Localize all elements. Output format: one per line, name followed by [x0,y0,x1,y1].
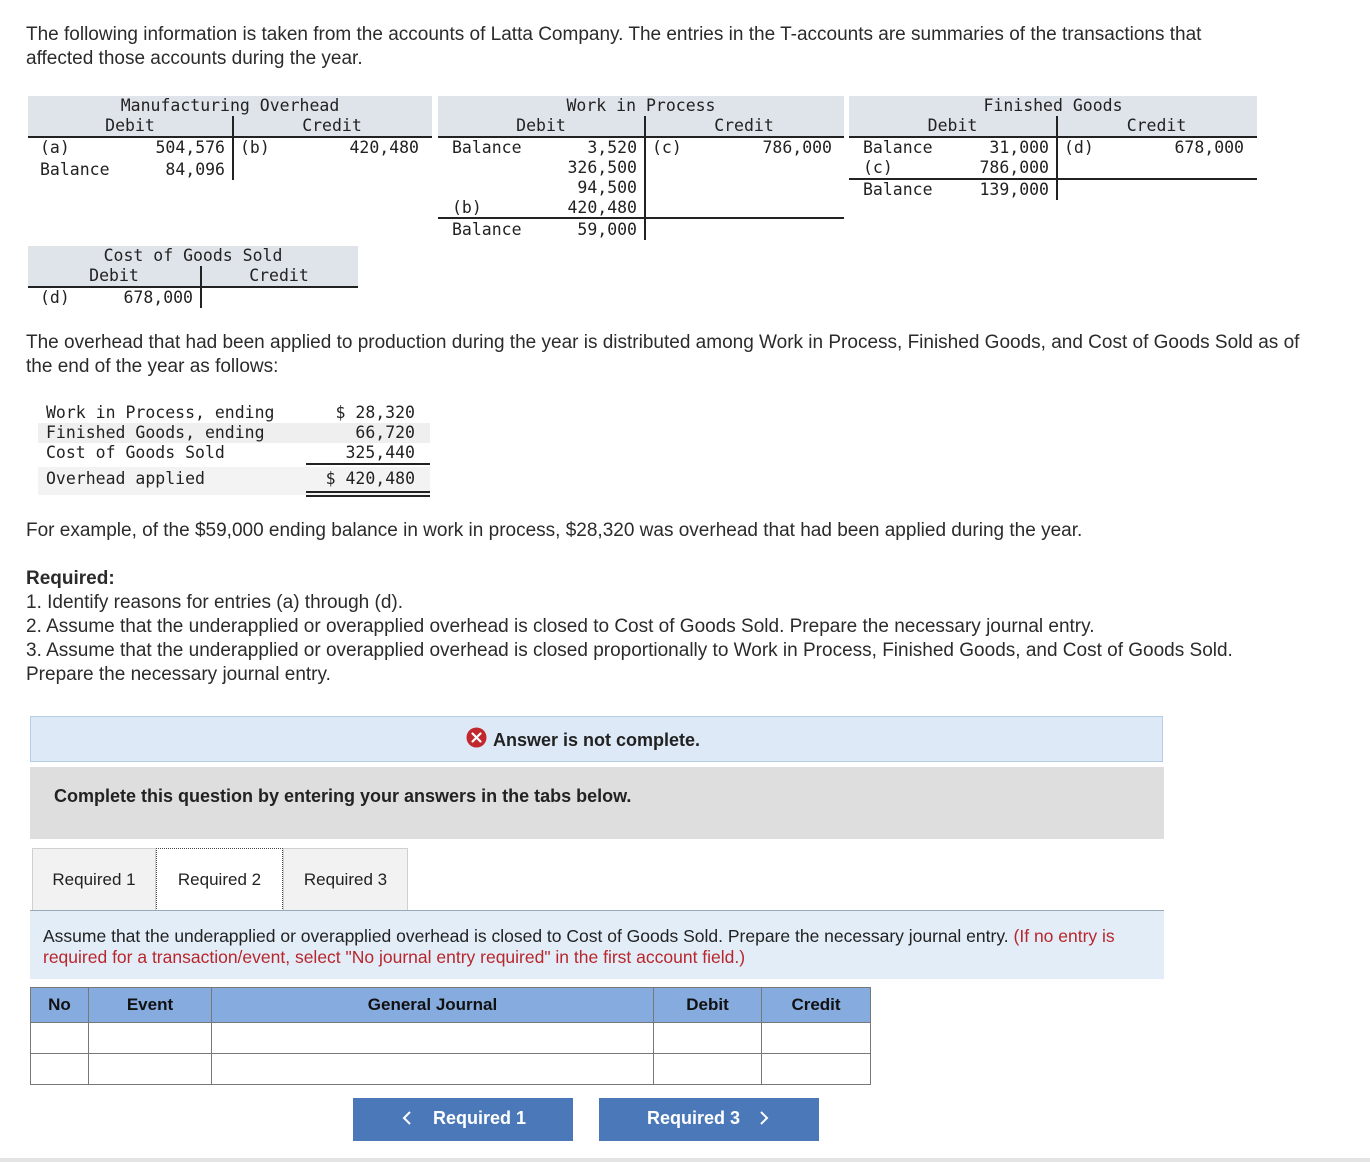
question-panel [30,910,1164,979]
answer-status-text: Answer is not complete. [493,729,701,750]
entry-label: Balance [40,160,110,179]
entry-amount: 139,000 [979,180,1049,199]
debit-header: Debit [105,116,155,135]
tab-required-2[interactable]: Required 2 [156,848,283,911]
entry-amount: 326,500 [567,158,637,177]
entry-amount: 420,480 [349,138,419,157]
column-header-credit: Credit [762,988,871,1023]
debit-header: Debit [89,266,139,285]
no-cell [31,1054,89,1085]
tab-required-1[interactable]: Required 1 [32,848,156,910]
table-row [31,1023,871,1054]
t-account-title: Work in Process [566,96,716,115]
entry-amount: 504,576 [155,138,225,157]
entry-label: (c) [652,138,682,157]
debit-header: Debit [516,116,566,135]
t-account-cost-of-goods-sold [28,246,358,308]
credit-cell[interactable] [762,1023,871,1054]
column-header-general-journal: General Journal [212,988,654,1023]
no-cell [31,1023,89,1054]
chevron-right-icon [758,1107,770,1134]
row-label: Finished Goods, ending [46,423,265,442]
event-cell[interactable] [89,1054,212,1085]
column-header-event: Event [89,988,212,1023]
t-account-manufacturing-overhead [28,96,432,181]
prev-button-label: Required 1 [433,1108,527,1128]
page-bottom-border [0,1158,1370,1162]
credit-cell[interactable] [762,1054,871,1085]
t-account-title: Cost of Goods Sold [103,246,283,265]
total-value: $ 420,480 [325,469,415,488]
row-value: 66,720 [355,423,415,442]
entry-amount: 84,096 [165,160,225,179]
entry-label: Balance [863,180,933,199]
error-x-icon [466,727,487,753]
instruction-text: Complete this question by entering your answers in the tabs below. [54,786,632,806]
t-account-title: Manufacturing Overhead [120,96,340,115]
t-account-title: Finished Goods [983,96,1123,115]
answer-status-banner [30,716,1163,762]
required-section [26,567,1266,687]
entry-amount: 31,000 [989,138,1049,157]
total-label: Overhead applied [46,469,205,488]
entry-label: Balance [452,138,522,157]
debit-header: Debit [927,116,978,135]
credit-header: Credit [302,116,362,135]
entry-amount: 678,000 [1174,138,1244,157]
entry-label: Balance [863,138,933,157]
required-item: 1. Identify reasons for entries (a) through (d). [26,592,404,613]
entry-amount: 678,000 [123,288,193,307]
next-required-3-button[interactable] [599,1098,819,1141]
t-account-work-in-process [438,96,844,241]
debit-cell[interactable] [654,1023,762,1054]
intro-text: The following information is taken from the accounts of Latta Company. The entries in the T-accounts are summaries of the transactions that affected those accounts during the year. [26,24,1202,69]
t-account-finished-goods [849,96,1257,201]
instruction-banner [30,767,1164,839]
entry-amount: 59,000 [577,220,637,239]
chevron-left-icon [401,1107,413,1134]
account-cell[interactable] [212,1023,654,1054]
entry-label: Balance [452,220,522,239]
credit-header: Credit [249,266,309,285]
overhead-distribution-table [38,403,430,497]
next-button-label: Required 3 [647,1108,741,1128]
entry-amount: 420,480 [567,198,637,217]
entry-amount: 3,520 [587,138,637,157]
example-text: For example, of the $59,000 ending balance in work in process, $28,320 was overhead that had been applied during the year. [26,520,1083,541]
entry-label: (b) [452,198,482,217]
debit-cell[interactable] [654,1054,762,1085]
row-label: Work in Process, ending [46,403,275,422]
event-cell[interactable] [89,1023,212,1054]
row-label: Cost of Goods Sold [46,443,225,462]
account-cell[interactable] [212,1054,654,1085]
entry-label: (b) [240,138,270,157]
row-value: 325,440 [345,443,415,462]
tab-required-3[interactable]: Required 3 [283,848,408,910]
overhead-text: The overhead that had been applied to production during the year is distributed among Work in Process, Finished Goods, and Cost of Goods Sold as of the end of the year as follows: [26,332,1300,377]
entry-label: (a) [40,138,70,157]
required-item: 2. Assume that the underapplied or overapplied overhead is closed to Cost of Goods Sold. Prepare the necessary journal entry. [26,616,1095,637]
entry-amount: 94,500 [577,178,637,197]
entry-amount: 786,000 [979,158,1049,177]
question-note: (If no entry is required for a transaction/event, select "No journal entry required" in the first account field.) [43,926,1115,967]
prev-required-1-button[interactable] [353,1098,573,1141]
entry-amount: 786,000 [762,138,832,157]
column-header-debit: Debit [654,988,762,1023]
entry-label: (d) [40,288,70,307]
entry-label: (c) [863,158,893,177]
general-journal-table [30,987,871,1085]
required-heading: Required: [26,568,115,589]
row-value: $ 28,320 [335,403,415,422]
entry-label: (d) [1064,138,1094,157]
credit-header: Credit [1126,116,1187,135]
column-header-no: No [31,988,89,1023]
required-item: 3. Assume that the underapplied or overapplied overhead is closed proportionally to Work in Process, Finished Goods, and Cost of Goods Sold. Prepare the necessary journal entry. [26,640,1233,685]
credit-header: Credit [714,116,774,135]
table-row [31,1054,871,1085]
question-text: Assume that the underapplied or overapplied overhead is closed to Cost of Goods Sold. Prepare the necessary journal entry. [43,926,1009,946]
